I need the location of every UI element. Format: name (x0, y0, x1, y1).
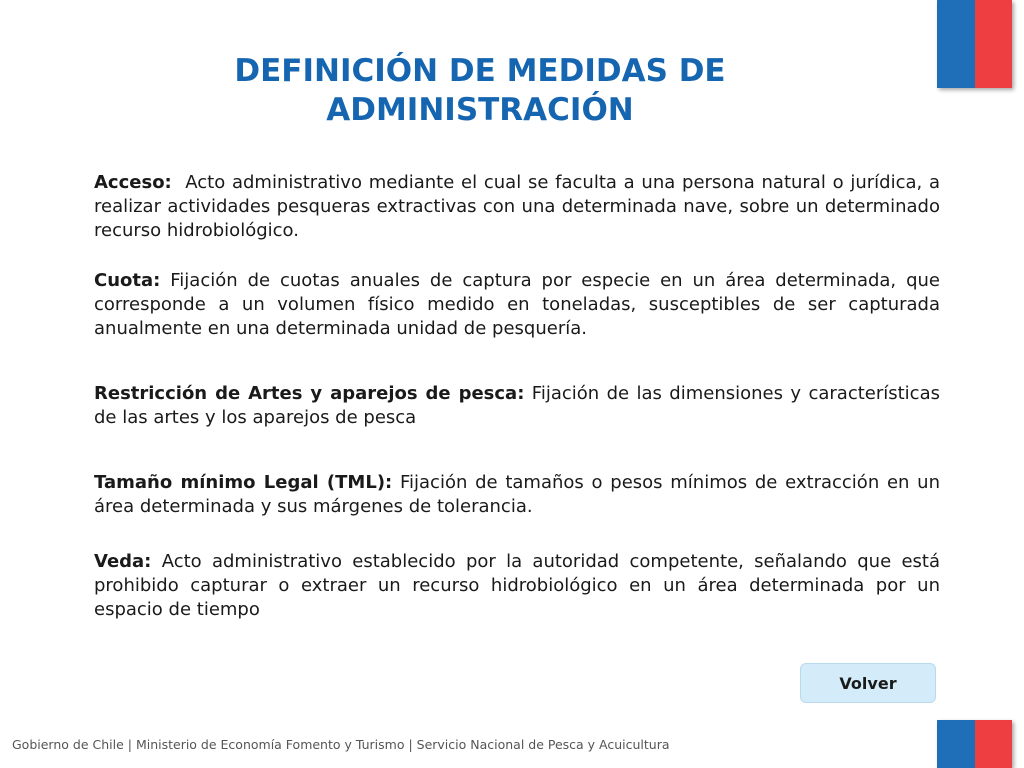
definition-term: Acceso: (94, 172, 172, 193)
flag-blue-band (937, 0, 975, 88)
definition-term: Cuota: (94, 270, 161, 291)
definition-text: Fijación de tamaños o pesos mínimos de extracción en un área determinada y sus márgenes de tolerancia. (94, 472, 940, 517)
flag-blue-band (937, 720, 975, 768)
footer-text: Gobierno de Chile | Ministerio de Economía Fomento y Turismo | Servicio Nacional de Pesca y Acuicultura (12, 737, 670, 752)
definition-text: Acto administrativo establecido por la autoridad competente, señalando que está prohibido capturar o extraer un recurso hidrobiológico en un área determinada por un espacio de tiempo (94, 551, 940, 620)
definition-tml (94, 471, 940, 519)
definition-term: Veda: (94, 551, 152, 572)
definition-text: Fijación de cuotas anuales de captura por especie en un área determinada, que corresponde a un volumen físico medido en toneladas, susceptibles de ser capturada anualmente en una determinada unidad de pesquería. (94, 270, 940, 339)
back-button[interactable]: Volver (800, 663, 936, 703)
definition-veda (94, 550, 940, 622)
page-title: DEFINICIÓN DE MEDIDAS DE ADMINISTRACIÓN (234, 53, 726, 128)
flag-red-band (975, 0, 1012, 88)
definition-term: Tamaño mínimo Legal (TML): (94, 472, 393, 493)
definition-text: Fijación de las dimensiones y características de las artes y los aparejos de pesca (94, 383, 940, 428)
chile-flag-stripe-bottom (937, 720, 1012, 768)
definition-cuota (94, 269, 940, 341)
definition-text: Acto administrativo mediante el cual se faculta a una persona natural o jurídica, a realizar actividades pesqueras extractivas con una determinada nave, sobre un determinado recurso hidrobiológico. (94, 172, 941, 241)
definition-term: Restricción de Artes y aparejos de pesca: (94, 383, 525, 404)
definition-acceso (94, 171, 940, 243)
chile-flag-stripe-top (937, 0, 1012, 88)
flag-red-band (975, 720, 1012, 768)
definition-restriccion-artes (94, 382, 940, 430)
